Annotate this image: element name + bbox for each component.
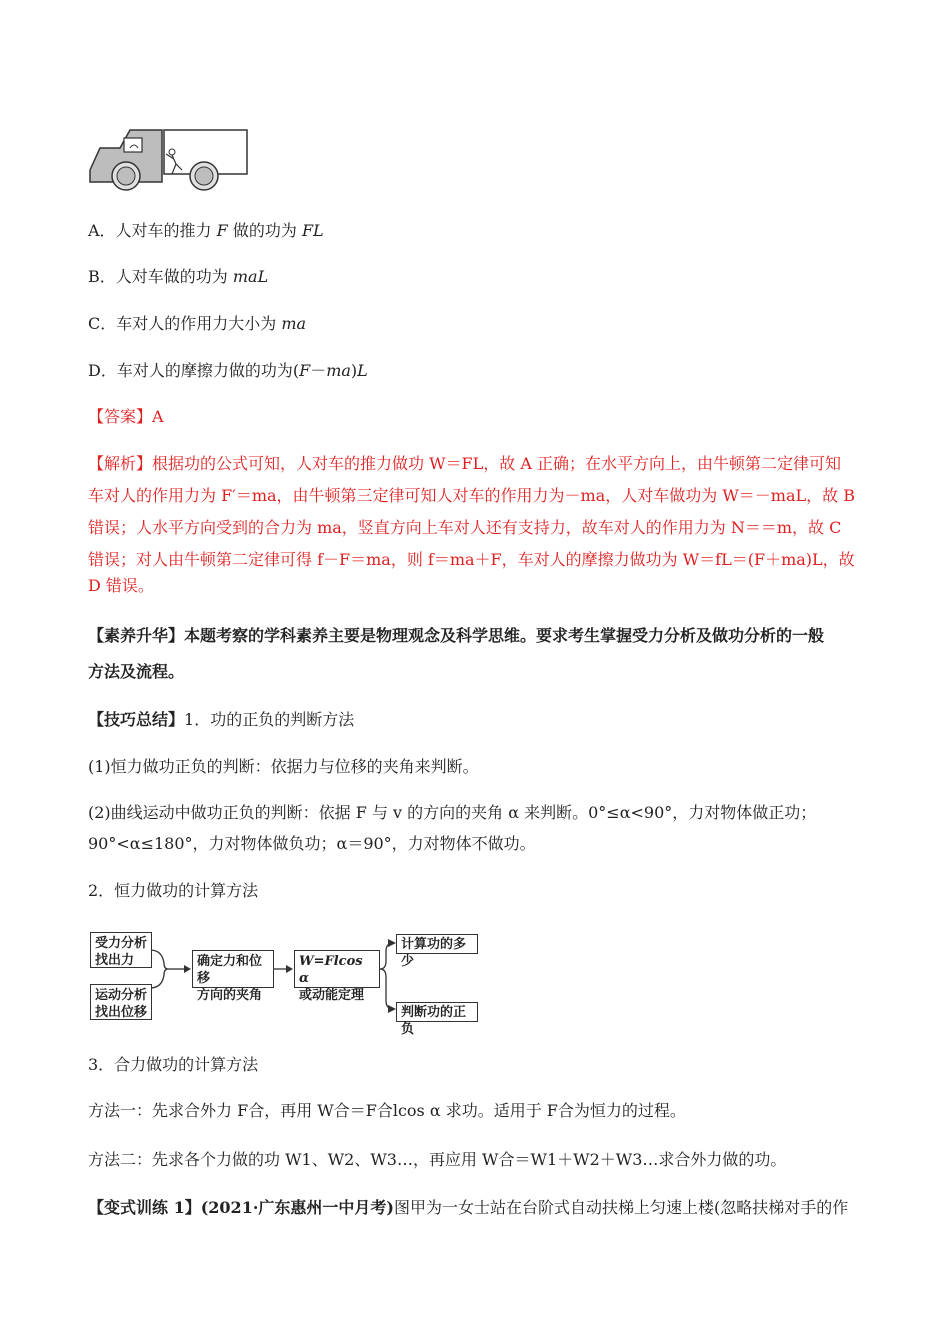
flow-box-force: 受力分析 找出力 bbox=[90, 932, 152, 968]
option-a: A．人对车的推力 F 做的功为 FL bbox=[88, 221, 324, 240]
skill-title-2: 2．恒力做功的计算方法 bbox=[88, 881, 259, 900]
flow-box-motion: 运动分析 找出位移 bbox=[90, 984, 152, 1020]
literacy-line-1: 【素养升华】本题考察的学科素养主要是物理观念及科学思维。要求考生掌握受力分析及做功分析的一般 bbox=[88, 626, 825, 645]
literacy-line-2: 方法及流程。 bbox=[88, 662, 185, 681]
skill-para-2b: 90°<α≤180°，力对物体做负功；α＝90°，力对物体不做功。 bbox=[88, 834, 536, 853]
flow-box-sign: 判断功的正负 bbox=[396, 1002, 478, 1022]
skill-para-2a: (2)曲线运动中做功正负的判断：依据 F 与 v 的方向的夹角 α 来判断。0°≤α<90°，力对物体做正功； bbox=[88, 803, 817, 822]
flow-box-formula: W=Flcos α 或动能定理 bbox=[294, 950, 380, 988]
flow-box-angle: 确定力和位移 方向的夹角 bbox=[192, 950, 274, 988]
analysis-line-1: 【解析】根据功的公式可知，人对车的推力做功 W＝FL，故 A 正确；在水平方向上，由牛顿第二定律可知 bbox=[88, 454, 842, 473]
option-d: D．车对人的摩擦力做的功为(F－ma)L bbox=[88, 361, 368, 380]
truck-illustration bbox=[86, 124, 250, 194]
answer: 【答案】A bbox=[88, 407, 164, 426]
skill-title-1: 【技巧总结】1．功的正负的判断方法 bbox=[88, 710, 355, 729]
analysis-line-3: 错误；人水平方向受到的合力为 ma，竖直方向上车对人还有支持力，故车对人的作用力为 N＝＝m，故 C bbox=[88, 518, 842, 537]
analysis-line-2: 车对人的作用力为 F′＝ma，由牛顿第三定律可知人对车的作用力为－ma，人对车做功为 W＝－maL，故 B bbox=[88, 486, 855, 505]
method-1: 方法一：先求合外力 F合，再用 W合＝F合lcos α 求功。适用于 F合为恒力的过程。 bbox=[88, 1101, 686, 1120]
flow-diagram bbox=[88, 928, 488, 1037]
option-c: C．车对人的作用力大小为 ma bbox=[88, 314, 307, 333]
method-2: 方法二：先求各个力做的功 W1、W2、W3…，再应用 W合＝W1＋W2＋W3…求合外力做的功。 bbox=[88, 1150, 787, 1169]
analysis-line-4: 错误；对人由牛顿第二定律可得 f－F＝ma，则 f＝ma＋F，车对人的摩擦力做功为 W＝fL＝(F＋ma)L，故 bbox=[88, 550, 855, 569]
option-b: B．人对车做的功为 maL bbox=[88, 267, 269, 286]
variant-training: 【变式训练 1】(2021·广东惠州一中月考)图甲为一女士站在台阶式自动扶梯上匀速上楼(忽略扶梯对手的作 bbox=[88, 1198, 849, 1217]
analysis-line-5: D 错误。 bbox=[88, 576, 154, 595]
skill-title-3: 3．合力做功的计算方法 bbox=[88, 1055, 259, 1074]
flow-box-amount: 计算功的多少 bbox=[396, 934, 478, 954]
skill-para-1: (1)恒力做功正负的判断：依据力与位移的夹角来判断。 bbox=[88, 757, 479, 776]
